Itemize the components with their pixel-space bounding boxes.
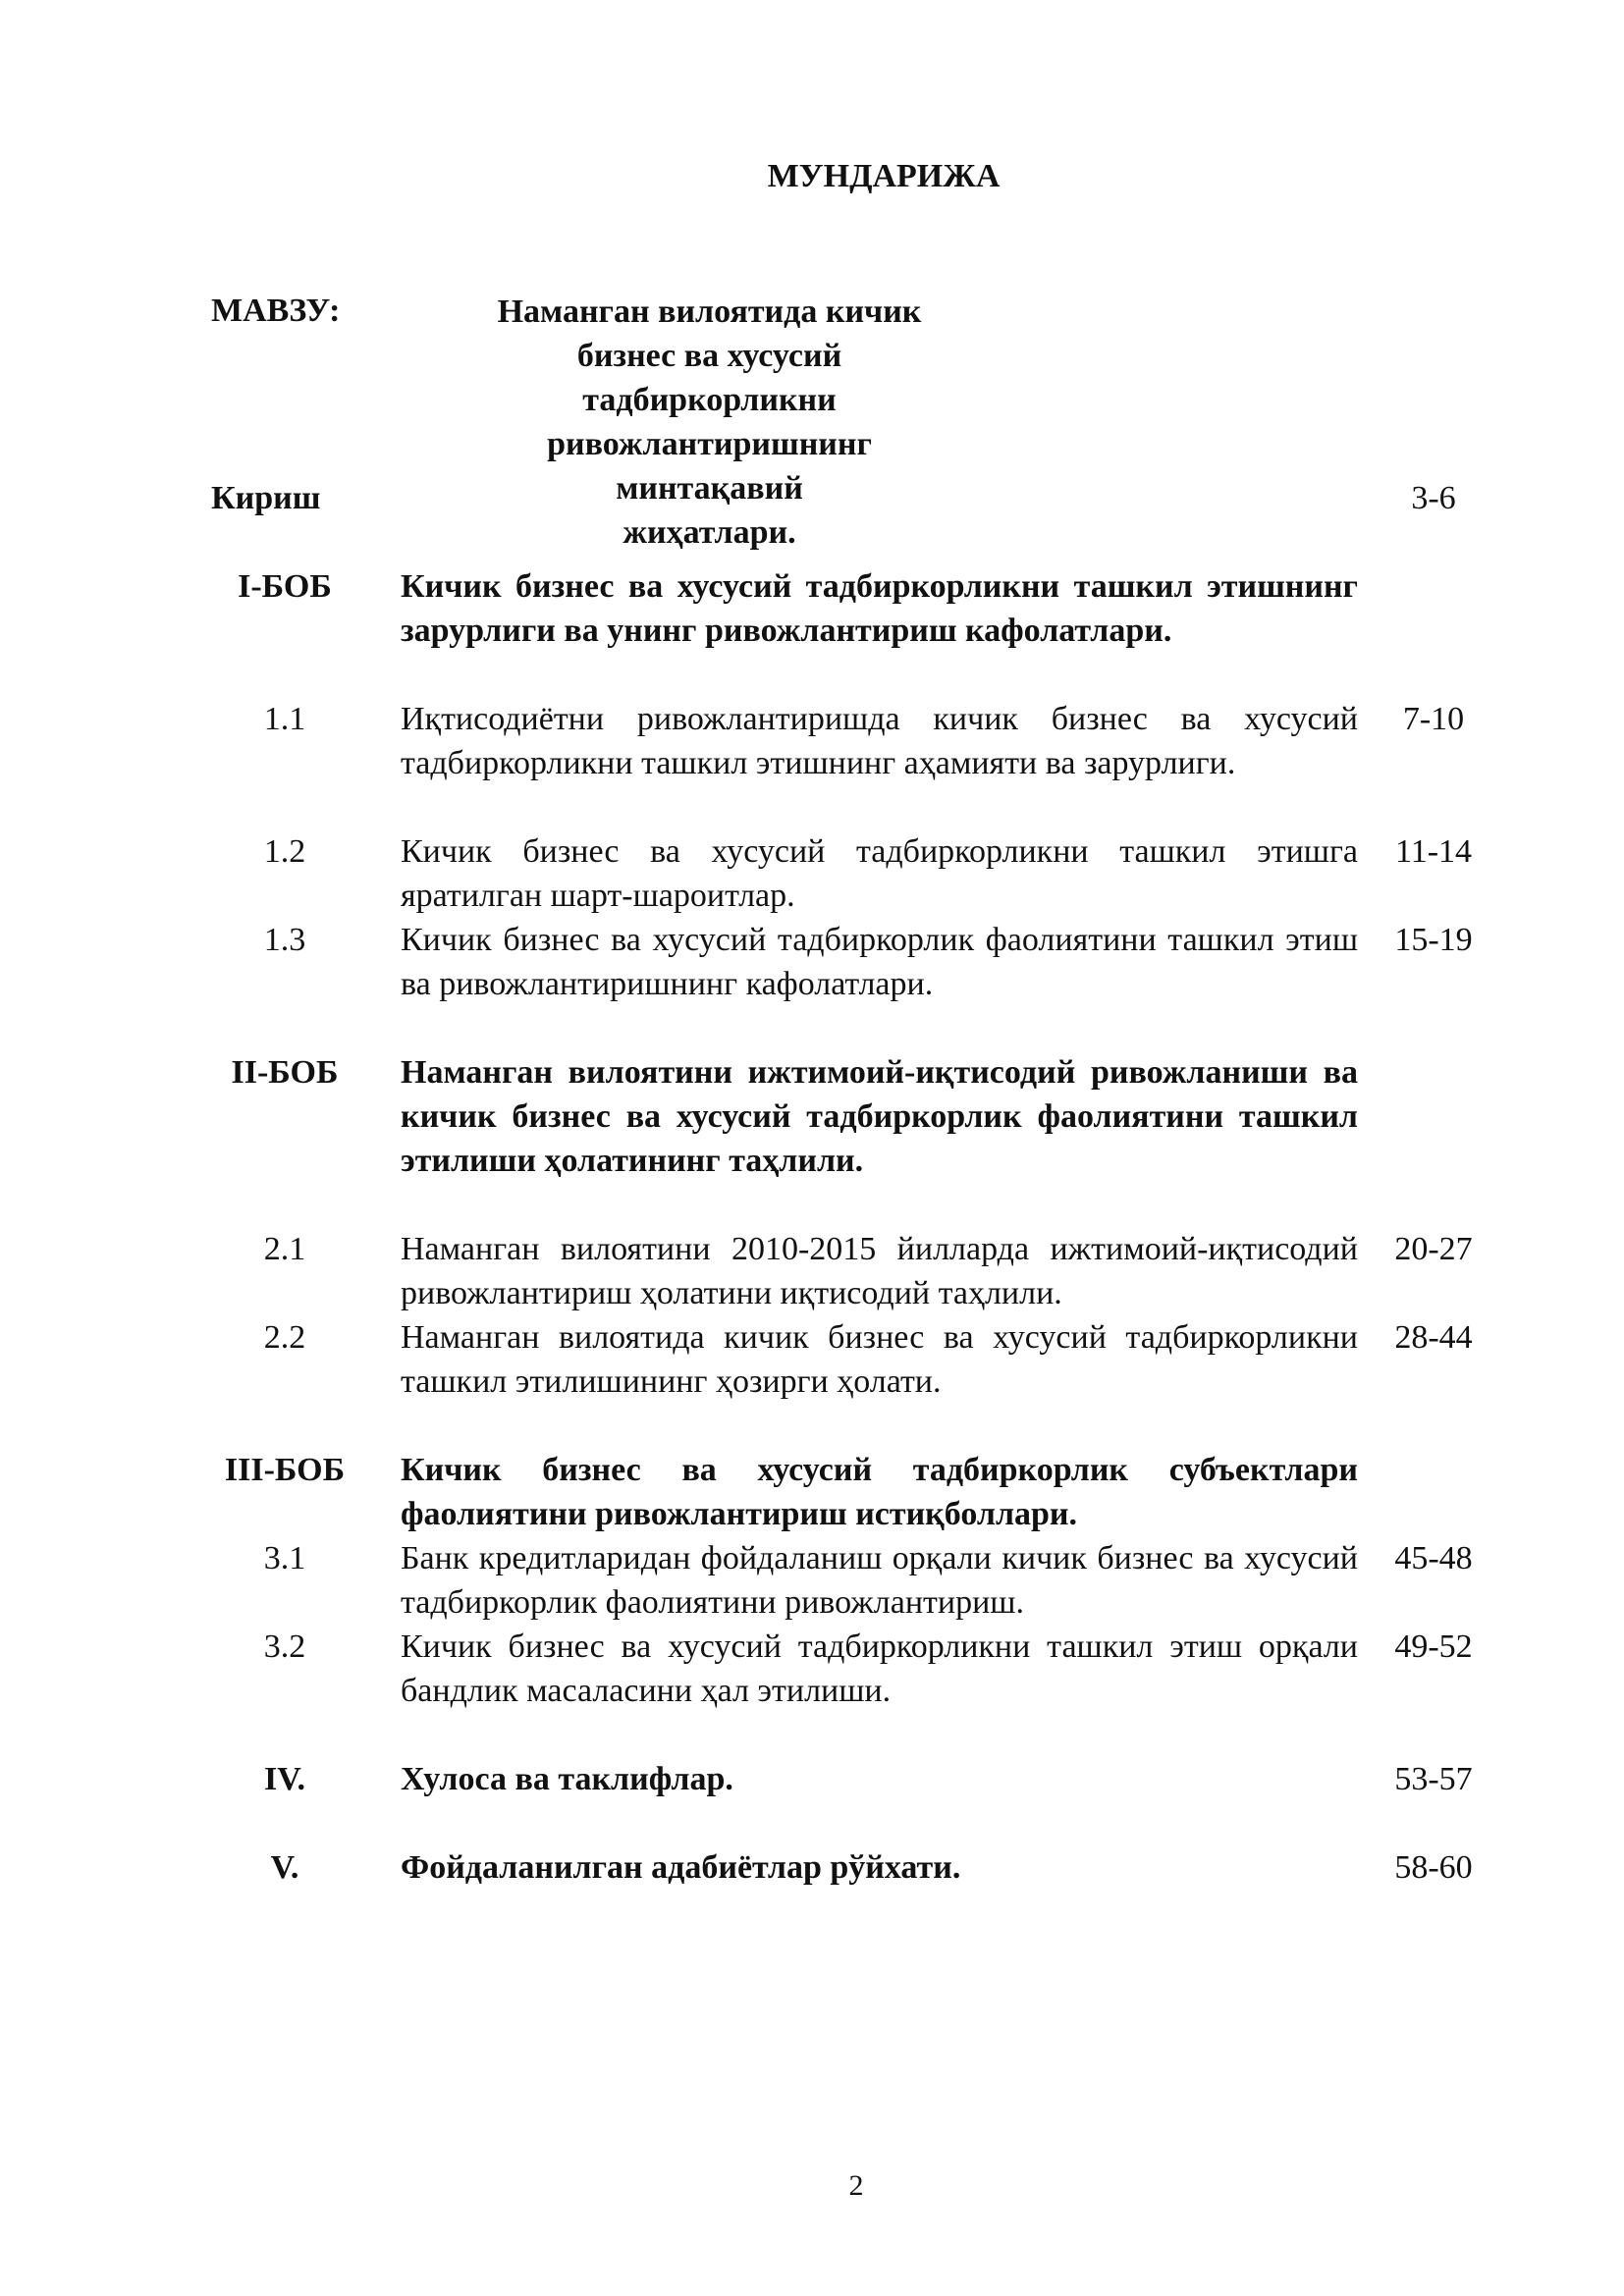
section-number: 1.3 <box>263 922 306 958</box>
intro-pages: 3-6 <box>1411 480 1456 516</box>
chapter-number: III-БОБ <box>224 1452 346 1488</box>
section-pages: 45-48 <box>1394 1540 1473 1576</box>
section-number: 3.2 <box>263 1629 306 1665</box>
section-title: Наманган вилоятини 2010-2015 йилларда ижтимоий-иқтисодий ривожлантириш ҳолатини иқтисодий таҳлили. <box>401 1231 1358 1311</box>
topic-title <box>476 290 943 555</box>
section-number: 2.2 <box>263 1319 306 1356</box>
section-pages: 49-52 <box>1394 1629 1473 1665</box>
section-pages: 20-27 <box>1394 1231 1473 1267</box>
section-number: 2.1 <box>263 1231 306 1267</box>
toc-title: МУНДАРИЖА <box>767 158 1001 194</box>
section-pages: 15-19 <box>1394 922 1473 958</box>
references-title: Фойдаланилган адабиётлар рўйхати. <box>401 1849 961 1886</box>
section-title: Кичик бизнес ва хусусий тадбиркорликни ташкил этишга яратилган шарт-шароитлар. <box>401 833 1358 914</box>
chapter-number: V. <box>270 1849 299 1886</box>
section-pages: 28-44 <box>1394 1319 1473 1356</box>
references-pages: 58-60 <box>1394 1849 1473 1886</box>
topic-title-line: тадбиркорликни ривожлантиришнинг минтақавий <box>547 382 872 507</box>
section-number: 1.1 <box>263 701 306 737</box>
conclusion-title: Хулоса ва таклифлар. <box>401 1761 733 1797</box>
topic-title-line: жиҳатлари. <box>623 514 796 551</box>
conclusion-pages: 53-57 <box>1394 1761 1473 1797</box>
section-title: Кичик бизнес ва хусусий тадбиркорликни ташкил этиш орқали бандлик масаласини ҳал этилиши. <box>401 1629 1358 1709</box>
chapter-number: I-БОБ <box>238 568 332 605</box>
section-title: Наманган вилоятида кичик бизнес ва хусусий тадбиркорликни ташкил этилишининг ҳозирги ҳолати. <box>401 1319 1358 1400</box>
section-pages: 11-14 <box>1394 833 1473 870</box>
chapter-number: II-БОБ <box>231 1054 339 1091</box>
section-title: Кичик бизнес ва хусусий тадбиркорлик фаолиятини ташкил этиш ва ривожлантиришнинг кафолатлари. <box>401 922 1358 1002</box>
section-number: 3.1 <box>263 1540 306 1576</box>
chapter-title: Кичик бизнес ва хусусий тадбиркорлик субъектлари фаолиятини ривожлантириш истиқболлари. <box>401 1452 1358 1532</box>
page-number: 2 <box>848 2169 864 2202</box>
topic-title-line: Наманган вилоятида кичик бизнес ва хусусий <box>497 294 922 374</box>
section-pages: 7-10 <box>1402 701 1465 737</box>
section-number: 1.2 <box>263 833 306 870</box>
section-title: Банк кредитларидан фойдаланиш орқали кичик бизнес ва хусусий тадбиркорлик фаолиятини ривожлантириш. <box>401 1540 1358 1621</box>
section-title: Иқтисодиётни ривожлантиришда кичик бизнес ва хусусий тадбиркорликни ташкил этишнинг аҳамияти ва зарурлиги. <box>401 701 1358 781</box>
chapter-number: IV. <box>264 1761 305 1797</box>
topic-label: МАВЗУ: <box>211 293 341 329</box>
intro-label: Кириш <box>211 480 321 516</box>
chapter-title: Наманган вилоятини ижтимоий-иқтисодий ривожланиши ва кичик бизнес ва хусусий тадбиркорлик фаолиятини ташкил этилиши ҳолатининг таҳлили. <box>401 1054 1358 1179</box>
chapter-title: Кичик бизнес ва хусусий тадбиркорликни ташкил этишнинг зарурлиги ва унинг ривожлантириш кафолатлари. <box>401 568 1358 649</box>
